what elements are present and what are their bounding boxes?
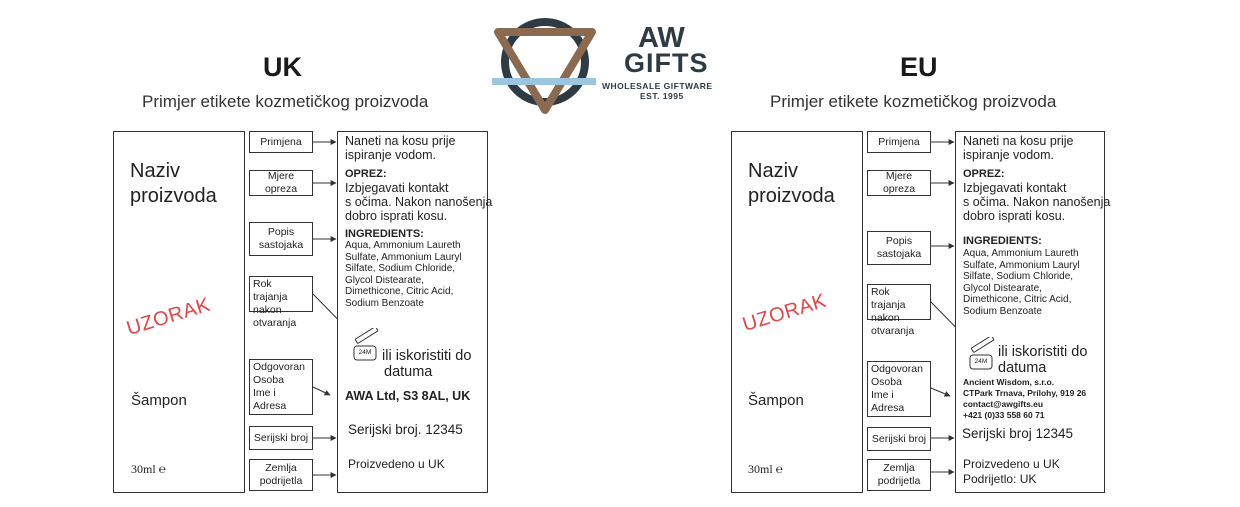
label-shelf-line3: otvaranja (253, 317, 297, 329)
serial-number: Serijski broj 12345 (962, 426, 1074, 441)
product-type: Šampon (748, 392, 804, 409)
eu-subheading: Primjer etikete kozmetičkog proizvoda (770, 92, 1057, 111)
origin-line1: Proizvedeno u UK (963, 457, 1060, 471)
label-responsible-line3: Ime i (253, 387, 276, 399)
label-ingredients-line2: sastojaka (876, 248, 922, 260)
label-ingredients-line2: sastojaka (258, 239, 304, 251)
label-responsible-line2: Osoba (871, 376, 902, 388)
usage-text (963, 134, 1073, 162)
label-precautions-line2: opreza (882, 183, 916, 195)
arrow-responsible (931, 388, 950, 396)
label-ingredients-line1: Popis (267, 226, 295, 238)
caution-title: OPREZ: (963, 168, 1005, 180)
pao-jar-icon (968, 337, 996, 373)
product-name-line1: Naziv (748, 160, 799, 182)
caution-line3: dobro isprati kosu. (345, 209, 448, 223)
ingredients-line6: Sodium Benzoate (963, 305, 1042, 317)
label-shelf-line1: Rok trajanja (253, 278, 288, 303)
ingredients-line3: Silfate, Sodium Chloride, (963, 271, 1074, 282)
product-volume: 30ml ℮ (131, 462, 166, 476)
label-serial: Serijski broj (249, 426, 313, 450)
label-serial: Serijski broj (867, 427, 931, 451)
serial-number: Serijski broj. 12345 (348, 422, 463, 437)
label-responsible-line1: Odgovoran (871, 363, 923, 375)
address-line1: Ancient Wisdom, s.r.o. (963, 377, 1055, 387)
use-by-line1: ili iskoristiti do (382, 348, 472, 364)
uk-subheading: Primjer etikete kozmetičkog proizvoda (142, 92, 429, 111)
pao-badge: 24M (974, 358, 988, 365)
eu-back-panel (955, 131, 1111, 493)
product-type: Šampon (131, 392, 187, 409)
ingredients-line2: Sulfate, Ammonium Lauryl (963, 259, 1080, 271)
usage-line2: ispiranje vodom. (963, 148, 1055, 162)
label-precautions-line2: opreza (264, 183, 298, 195)
sample-watermark: UZORAK (740, 289, 830, 337)
ingredients-title: INGREDIENTS: (963, 235, 1042, 247)
label-responsible-line4: Adresa (253, 400, 287, 412)
label-usage: Primjena (867, 131, 931, 153)
caution-title: OPREZ: (345, 168, 387, 180)
address-line2: CTPark Trnava, Prílohy, 919 26 (963, 388, 1087, 398)
logo-est: EST. 1995 (640, 91, 684, 101)
responsible-address: AWA Ltd, S3 8AL, UK (345, 389, 471, 403)
label-responsible-line1: Odgovoran (253, 361, 305, 373)
label-responsible-line2: Osoba (253, 374, 284, 386)
ingredients-line1: Aqua, Ammonium Laureth (963, 248, 1079, 259)
label-precautions-line1: Mjere (267, 170, 295, 182)
usage-line1: Naneti na kosu prije (345, 134, 456, 148)
label-shelf-line3: otvaranja (871, 325, 915, 337)
label-responsible-line3: Ime i (871, 389, 894, 401)
use-by-text (998, 344, 1087, 376)
ingredients-line1: Aqua, Ammonium Laureth (345, 240, 461, 251)
caution-line2: s očima. Nakon nanošenja (963, 195, 1111, 209)
pao-badge: 24M (358, 349, 372, 356)
ingredients-text (963, 248, 1080, 317)
caution-line2: s očima. Nakon nanošenja (345, 195, 493, 209)
ingredients-line2: Sulfate, Ammonium Lauryl (345, 251, 462, 263)
logo-tagline: WHOLESALE GIFTWARE (602, 81, 713, 91)
origin-text: Proizvedeno u UK (348, 457, 445, 471)
caution-line3: dobro isprati kosu. (963, 209, 1066, 223)
product-name-line2: proizvoda (748, 185, 835, 207)
caution-line1: Izbjegavati kontakt (345, 181, 449, 195)
logo-title-line1: AW (638, 22, 685, 54)
responsible-address (963, 377, 1086, 421)
label-origin-line2: podrijetla (259, 475, 303, 487)
label-shelf-line2: nakon (871, 312, 900, 324)
usage-line1: Naneti na kosu prije (963, 134, 1074, 148)
label-precautions-line1: Mjere (885, 170, 913, 182)
address-line3: contact@awgifts.eu (963, 399, 1044, 409)
product-name-line2: proizvoda (130, 185, 217, 207)
caution-line1: Izbjegavati kontakt (963, 181, 1067, 195)
label-responsible-line4: Adresa (871, 402, 905, 414)
eu-heading: EU (900, 52, 938, 82)
ingredients-line4: Glycol Distearate, (345, 274, 424, 286)
ingredients-line3: Silfate, Sodium Chloride, (345, 263, 456, 274)
label-ingredients-line1: Popis (885, 235, 913, 247)
caution-text (963, 181, 1110, 223)
usage-line2: ispiranje vodom. (345, 148, 437, 162)
ingredients-line5: Dimethicone, Citric Acid, (963, 294, 1072, 305)
origin-text (963, 457, 1060, 487)
uk-heading: UK (263, 52, 302, 82)
label-shelf-line1: Rok trajanja (871, 286, 906, 311)
logo-title-line2: GIFTS (624, 48, 709, 78)
product-name-line1: Naziv (130, 160, 181, 182)
sample-watermark: UZORAK (124, 293, 214, 341)
label-origin-line2: podrijetla (877, 475, 921, 487)
use-by-line2: datuma (384, 364, 433, 380)
label-origin-line1: Zemlja (883, 462, 915, 474)
product-volume: 30ml ℮ (748, 462, 783, 476)
ingredients-line6: Sodium Benzoate (345, 297, 424, 309)
ingredients-line5: Dimethicone, Citric Acid, (345, 286, 454, 297)
use-by-line1: ili iskoristiti do (998, 344, 1088, 360)
origin-line2: Podrijetlo: UK (963, 472, 1037, 486)
label-origin-line1: Zemlja (265, 462, 297, 474)
address-line4: +421 (0)33 558 60 71 (963, 410, 1045, 420)
label-shelf-line2: nakon (253, 304, 282, 316)
ingredients-line4: Glycol Distearate, (963, 282, 1042, 294)
ingredients-title: INGREDIENTS: (345, 228, 424, 240)
label-usage: Primjena (249, 131, 313, 153)
use-by-line2: datuma (998, 360, 1047, 376)
